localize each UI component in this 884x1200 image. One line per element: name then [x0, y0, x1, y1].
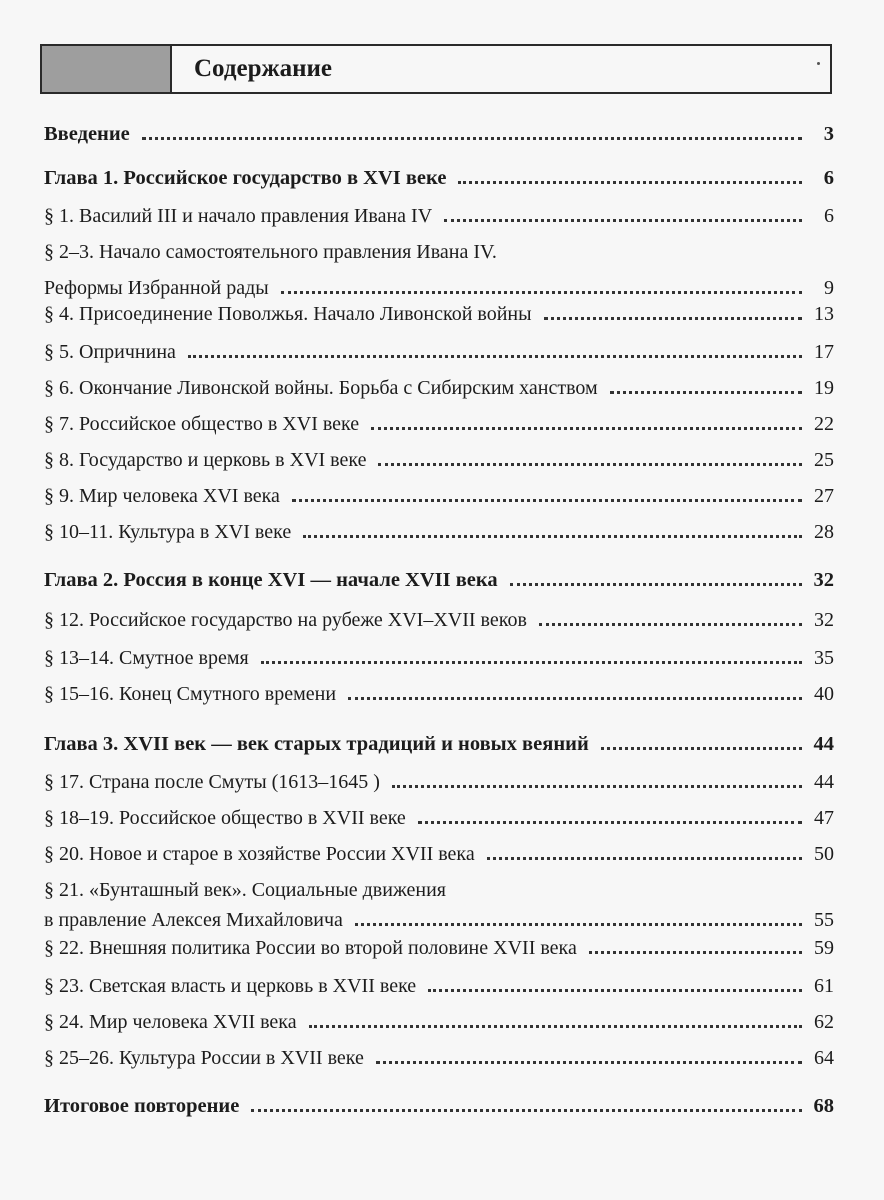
toc-entry-section-12[interactable]: [44, 608, 834, 632]
toc-entry-chapter-3[interactable]: [44, 732, 834, 756]
toc-header: [40, 44, 832, 94]
toc-entry-page: 44: [814, 771, 834, 793]
toc-entry-section-22[interactable]: [44, 936, 834, 960]
toc-entry-title: § 18–19. Российское общество в XVII веке: [44, 807, 406, 829]
toc-entry-page: 62: [814, 1011, 834, 1033]
toc-entry-title-line2: Реформы Избранной рады: [44, 277, 269, 299]
toc-entry-page: 40: [814, 683, 834, 705]
toc-entry-title: § 22. Внешняя политика России во второй половине XVII века: [44, 937, 577, 959]
dot-leader: [378, 463, 802, 466]
toc-entry-chapter-2[interactable]: [44, 568, 834, 592]
toc-entry-page: 55: [814, 909, 834, 931]
toc-entry-section-15-16[interactable]: [44, 682, 834, 706]
toc-entry-title: § 10–11. Культура в XVI веке: [44, 521, 292, 543]
dot-leader: [251, 1109, 802, 1112]
toc-entry-title: § 12. Российское государство на рубеже XVI–XVII веков: [44, 609, 527, 631]
dot-leader: [303, 535, 802, 538]
toc-entry-page: 9: [824, 277, 834, 299]
toc-entry-title: Глава 1. Российское государство в XVI веке: [44, 167, 447, 189]
dot-leader: [458, 181, 802, 184]
dot-leader: [601, 747, 802, 750]
toc-entry-section-5[interactable]: [44, 340, 834, 364]
toc-entry-final-review[interactable]: [44, 1094, 834, 1118]
toc-entry-title-line1: § 2–3. Начало самостоятельного правления Ивана IV.: [44, 241, 497, 263]
toc-entry-title: § 25–26. Культура России в XVII веке: [44, 1047, 364, 1069]
dot-leader: [487, 857, 802, 860]
dot-leader: [510, 583, 802, 586]
toc-entry-title-line1: § 21. «Бунташный век». Социальные движения: [44, 879, 446, 901]
toc-entry-section-6[interactable]: [44, 376, 834, 400]
toc-entry-section-7[interactable]: [44, 412, 834, 436]
toc-entry-chapter-1[interactable]: [44, 166, 834, 190]
dot-leader: [589, 951, 802, 954]
toc-entry-page: 44: [813, 733, 834, 755]
dot-leader: [355, 923, 802, 926]
dot-leader: [610, 391, 802, 394]
toc-entry-page: 6: [823, 167, 834, 189]
toc-entry-title: § 17. Страна после Смуты (1613–1645 ): [44, 771, 380, 793]
dot-leader: [392, 785, 802, 788]
toc-entry-page: 32: [813, 569, 834, 591]
dot-leader: [371, 427, 802, 430]
toc-entry-page: 28: [814, 521, 834, 543]
dot-leader: [261, 661, 802, 664]
toc-entry-title: § 8. Государство и церковь в XVI веке: [44, 449, 367, 471]
toc-entry-title: § 13–14. Смутное время: [44, 647, 249, 669]
header-dot: [817, 62, 820, 65]
dot-leader: [376, 1061, 802, 1064]
toc-entry-title: Введение: [44, 123, 130, 145]
toc-entry-page: 32: [814, 609, 834, 631]
toc-entry-section-10-11[interactable]: [44, 520, 834, 544]
toc-entry-section-18-19[interactable]: [44, 806, 834, 830]
toc-entry-title: Глава 2. Россия в конце XVI — начале XVII века: [44, 569, 498, 591]
toc-entry-page: 25: [814, 449, 834, 471]
dot-leader: [418, 821, 802, 824]
toc-entry-introduction[interactable]: [44, 122, 834, 146]
toc-entry-page: 50: [814, 843, 834, 865]
dot-leader: [444, 219, 802, 222]
dot-leader: [428, 989, 802, 992]
toc-entry-section-9[interactable]: [44, 484, 834, 508]
toc-entry-title: § 5. Опричнина: [44, 341, 176, 363]
toc-entry-section-2-3[interactable]: [44, 240, 834, 300]
toc-entry-page: 68: [813, 1095, 834, 1117]
dot-leader: [281, 291, 802, 294]
toc-entry-title: § 4. Присоединение Поволжья. Начало Ливонской войны: [44, 303, 532, 325]
toc-entry-page: 17: [814, 341, 834, 363]
toc-entry-title: Глава 3. XVII век — век старых традиций и новых веяний: [44, 733, 589, 755]
toc-entry-title: § 9. Мир человека XVI века: [44, 485, 280, 507]
toc-entry-section-8[interactable]: [44, 448, 834, 472]
toc-entry-page: 3: [823, 123, 834, 145]
dot-leader: [292, 499, 802, 502]
toc-entry-title: § 6. Окончание Ливонской войны. Борьба с Сибирским ханством: [44, 377, 598, 399]
dot-leader: [142, 137, 802, 140]
toc-entry-page: 19: [814, 377, 834, 399]
toc-entry-page: 6: [824, 205, 834, 227]
toc-entry-page: 64: [814, 1047, 834, 1069]
toc-entry-title-line2: в правление Алексея Михайловича: [44, 909, 343, 931]
toc-entry-section-24[interactable]: [44, 1010, 834, 1034]
toc-entry-title: § 15–16. Конец Смутного времени: [44, 683, 337, 705]
toc-entry-title: § 1. Василий III и начало правления Ивана IV: [44, 205, 433, 227]
toc-entry-section-17[interactable]: [44, 770, 834, 794]
page-title: Содержание: [194, 55, 333, 82]
toc-entry-section-1[interactable]: [44, 204, 834, 228]
toc-entry-section-21[interactable]: [44, 878, 834, 932]
toc-entry-section-13-14[interactable]: [44, 646, 834, 670]
toc-entry-section-4[interactable]: [44, 302, 834, 326]
dot-leader: [188, 355, 802, 358]
toc-entry-title: Итоговое повторение: [44, 1095, 240, 1117]
toc-entry-page: 59: [814, 937, 834, 959]
toc-entry-title: § 20. Новое и старое в хозяйстве России XVII века: [44, 843, 475, 865]
dot-leader: [309, 1025, 802, 1028]
toc-entry-page: 27: [814, 485, 834, 507]
header-shaded-block: [42, 46, 172, 92]
toc-entry-section-23[interactable]: [44, 974, 834, 998]
toc-entry-page: 13: [814, 303, 834, 325]
toc-entry-title: § 24. Мир человека XVII века: [44, 1011, 297, 1033]
toc-entry-section-20[interactable]: [44, 842, 834, 866]
toc-entry-page: 47: [814, 807, 834, 829]
toc-entry-page: 61: [814, 975, 834, 997]
toc-entry-page: 35: [814, 647, 834, 669]
toc-entry-page: 22: [814, 413, 834, 435]
dot-leader: [539, 623, 802, 626]
toc-entry-title: § 23. Светская власть и церковь в XVII веке: [44, 975, 417, 997]
dot-leader: [348, 697, 802, 700]
toc-entry-section-25-26[interactable]: [44, 1046, 834, 1070]
dot-leader: [544, 317, 802, 320]
toc-entry-title: § 7. Российское общество в XVI веке: [44, 413, 360, 435]
